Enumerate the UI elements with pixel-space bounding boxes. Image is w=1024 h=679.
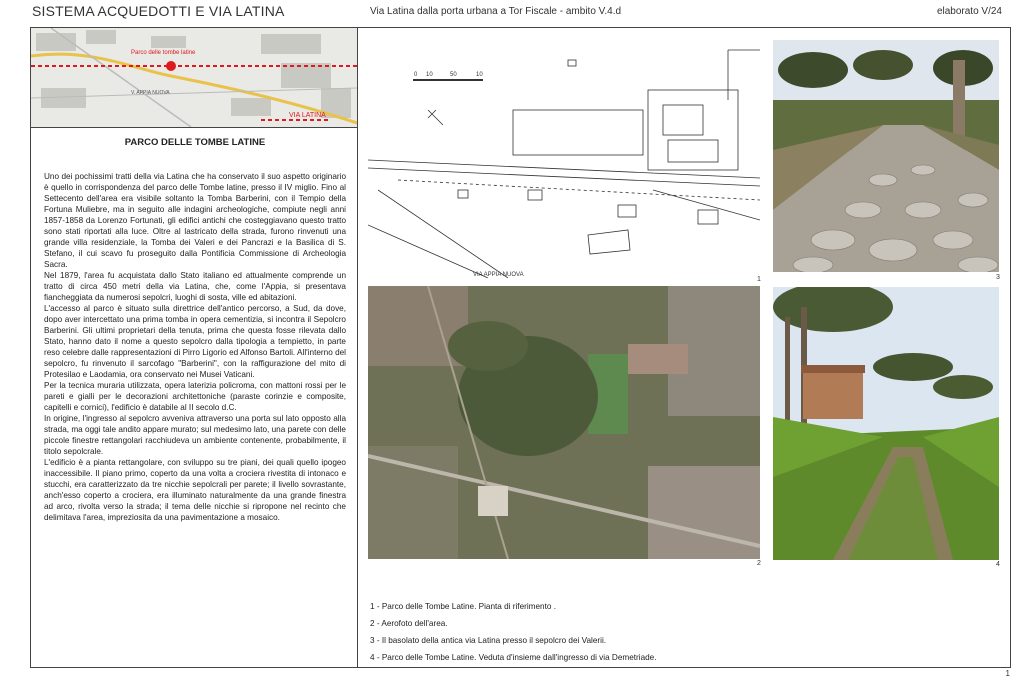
figure-number-4: 4 [996,561,1000,568]
document-subtitle: Via Latina dalla porta urbana a Tor Fiscale - ambito V.4.d [370,6,622,17]
caption-3: 3 - Il basolato della antica via Latina presso il sepolcro dei Valerii. [370,636,607,645]
plan-drawing [368,40,760,278]
map-label-park: Parco delle tombe latine [131,50,196,56]
paragraph: In origine, l'ingresso al sepolcro avveniva attraverso una porta sul lato opposto alla strada, ma oggi tale andito appare murato; sul medesimo lato, una parete con delle piccole finestre rettangolari racchiudeva un ambiente contenente, probabilmente, il titolo sepolcrale. [44,414,346,456]
park-view-photo-graphic [773,287,999,560]
map-label-appia: V. APPIA NUOVA [131,90,170,96]
section-body [44,171,346,523]
map-label-via-latina: VIA LATINA [289,112,326,119]
locator-map [31,28,357,127]
aerial-photo-graphic [368,286,760,559]
column-divider [357,27,358,668]
section-title: PARCO DELLE TOMBE LATINE [124,137,266,148]
figure-plan [368,40,760,278]
document-title: SISTEMA ACQUEDOTTI E VIA LATINA [32,3,285,19]
paragraph: Uno dei pochissimi tratti della via Latina che ha conservato il suo aspetto originario è quello in corrispondenza del parco delle Tombe latine, presso il IV miglio. Fino al Settecento dell'area era visibile soltanto la Tomba Barberini, con il Tempio della Fortuna Muliebre, ma in seguito alle indagini archeologiche, compiute negli anni 1857-1858 da Lorenzo Fortunati, gli edifici antichi che costeggiavano questo tratto sono stati riportati alla luce. Oltre al lastricato della strada, furono rinvenuti una grande villa residenziale, la Tomba dei Valeri e dei Pancrazi e la Basilica di S. Stefano, il cui scavo fu proseguito dalla Pontificia Commissione di Archeologia Sacra. [44,172,346,269]
figure-number-2: 2 [757,560,761,567]
figure-aerial-photo [368,286,760,559]
caption-1: 1 - Parco delle Tombe Latine. Pianta di riferimento . [370,602,556,611]
document-code: elaborato V/24 [936,6,1002,17]
plan-road-label: VIA APPIA NUOVA [473,272,524,278]
caption-4: 4 - Parco delle Tombe Latine. Veduta d'insieme dall'ingresso di via Demetriade. [370,653,657,662]
paragraph: Nel 1879, l'area fu acquistata dallo Stato italiano ed attualmente comprende un tratto di circa 450 metri della via Latina, che, come l'Appia, si presentava fiancheggiata da numerosi sepolcri, luoghi di sosta, ville ed abitazioni. [44,271,346,302]
figure-park-view-photo [773,287,999,560]
captions [370,601,970,669]
plan-scale-10: 10 [426,72,433,78]
paragraph: Per la tecnica muraria utilizzata, opera laterizia policroma, con mattoni rossi per le pareti e gialli per le decorazioni architettoniche (paraste corinzie e composite, capitelli e cornici), l'edificio è databile al II secolo d.C. [44,381,346,412]
page-number: 1 [1005,669,1010,678]
caption-2: 2 - Aerofoto dell'area. [370,619,448,628]
figure-basolato-photo [773,40,999,272]
paragraph: L'edificio è a pianta rettangolare, con sviluppo su tre piani, dei quali quello ipogeo inaccessibile. Il piano primo, coperto da una volta a crociera rivestita di intonaco e stucchi, era caratterizzato da tre nicchie sepolcrali per parete; il livello sovrastante, anch'esso coperto a crociera, era illuminato naturalmente da una grande finestra ad arco, rivolta verso la strada; il tema delle nicchie si ripropone nel recinto che delimitava l'area, impreziosita da una pavimentazione a mosaico. [44,458,346,522]
basolato-photo-graphic [773,40,999,272]
map-divider [31,127,357,128]
plan-scale-50: 50 [450,72,457,78]
plan-scale-0: 0 [414,72,418,78]
figure-number-3: 3 [996,274,1000,281]
plan-scale-100: 10 [476,72,483,78]
figure-number-1: 1 [757,276,761,283]
paragraph: L'accesso al parco è situato sulla direttrice dell'antico percorso, a Sud, da dove, dopo aver intercettato una prima tomba in opera cementizia, si incontra il Sepolcro Barberini. Gli ultimi proprietari della tenuta, prima che questa fosse rilevata dallo Stato, hanno dato il nome a questo sepolcro dalla tipologia a tempietto, in parte reso celebre dalle rappresentazioni di Pirro Ligorio ed Alfonso Bartoli. All'interno del sepolcro, fu rinvenuto il sarcofago "Barberini", con la raffigurazione del mito di Protesilao e Laodamia, ora conservato nei Musei Vaticani. [44,304,346,379]
